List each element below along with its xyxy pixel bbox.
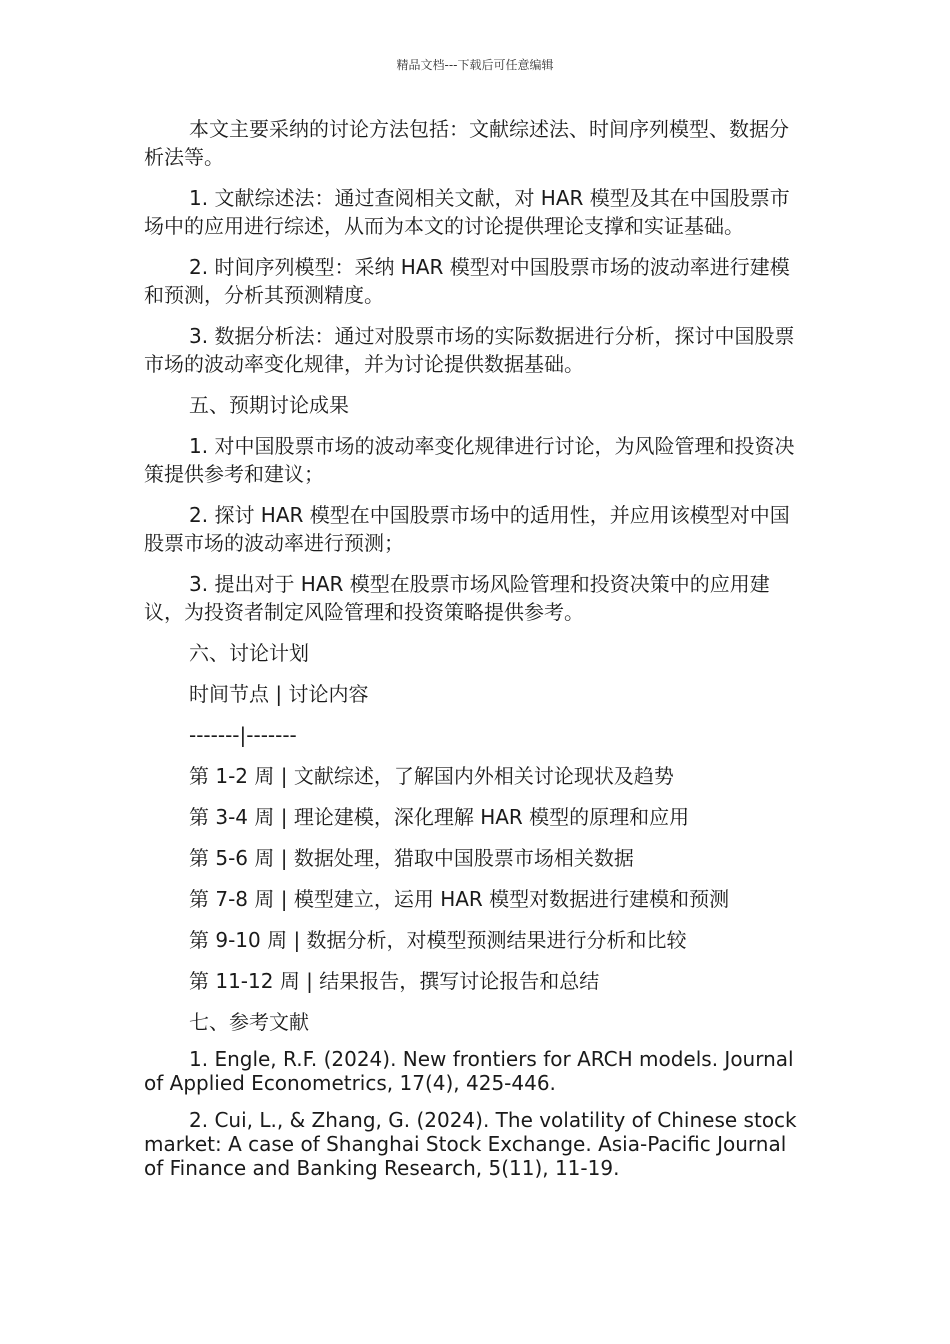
page-header: 精品文档---下载后可任意编辑	[396, 58, 554, 72]
expected-result-item: 1. 对中国股票市场的波动率变化规律进行讨论，为风险管理和投资决策提供参考和建议；	[144, 434, 795, 486]
plan-table-separator: -------|-------	[189, 723, 297, 747]
expected-result-item: 2. 探讨 HAR 模型在中国股票市场中的适用性，并应用该模型对中国股票市场的波动率进行预测；	[144, 503, 790, 555]
plan-table-row: 第 1-2 周 | 文献综述，了解国内外相关讨论现状及趋势	[189, 764, 674, 788]
method-item-time-series: 2. 时间序列模型：采纳 HAR 模型对中国股票市场的波动率进行建模和预测，分析其预测精度。	[144, 255, 790, 307]
expected-result-item: 3. 提出对于 HAR 模型在股票市场风险管理和投资决策中的应用建议，为投资者制定风险管理和投资策略提供参考。	[144, 572, 770, 624]
reference-item: 1. Engle, R.F. (2024). New frontiers for ARCH models. Journal of Applied Econometrics, 17(4), 425-446.	[144, 1047, 794, 1095]
plan-table-row: 第 11-12 周 | 结果报告，撰写讨论报告和总结	[189, 969, 600, 993]
document-body	[144, 115, 804, 1193]
method-item-literature-review: 1. 文献综述法：通过查阅相关文献，对 HAR 模型及其在中国股票市场中的应用进行综述，从而为本文的讨论提供理论支撑和实证基础。	[144, 186, 790, 238]
plan-table-header: 时间节点 | 讨论内容	[189, 682, 369, 706]
reference-item: 2. Cui, L., & Zhang, G. (2024). The volatility of Chinese stock market: A case of Shanghai Stock Exchange. Asia-Pacific Journal of Finance and Banking Research, 5(11), 11-19.	[144, 1108, 797, 1180]
section-heading-references: 七、参考文献	[189, 1010, 309, 1034]
method-item-data-analysis: 3. 数据分析法：通过对股票市场的实际数据进行分析，探讨中国股票市场的波动率变化规律，并为讨论提供数据基础。	[144, 324, 795, 376]
plan-table-row: 第 3-4 周 | 理论建模，深化理解 HAR 模型的原理和应用	[189, 805, 690, 829]
plan-table-row: 第 7-8 周 | 模型建立，运用 HAR 模型对数据进行建模和预测	[189, 887, 730, 911]
intro-paragraph: 本文主要采纳的讨论方法包括：文献综述法、时间序列模型、数据分析法等。	[144, 117, 789, 169]
section-heading-research-plan: 六、讨论计划	[189, 641, 309, 665]
section-heading-expected-results: 五、预期讨论成果	[189, 393, 349, 417]
plan-table-row: 第 5-6 周 | 数据处理，猎取中国股票市场相关数据	[189, 846, 634, 870]
plan-table-row: 第 9-10 周 | 数据分析，对模型预测结果进行分析和比较	[189, 928, 687, 952]
